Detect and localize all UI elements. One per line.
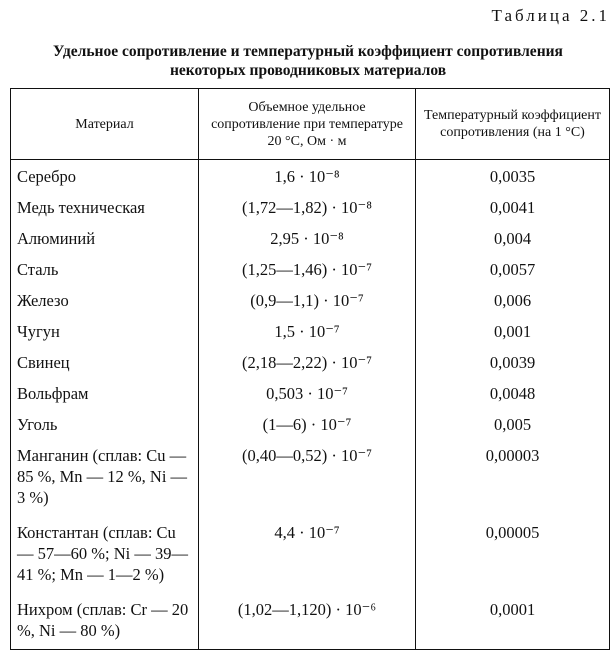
coefficient-cell: 0,0001 — [416, 593, 610, 650]
resistivity-cell: (1,02—1,120) · 10⁻⁶ — [199, 593, 416, 650]
material-cell: Алюминий — [11, 222, 199, 253]
material-cell: Вольфрам — [11, 377, 199, 408]
coefficient-cell: 0,001 — [416, 315, 610, 346]
material-cell: Серебро — [11, 160, 199, 192]
table-row — [11, 346, 610, 377]
material-cell: Железо — [11, 284, 199, 315]
material-cell: Манганин (сплав: Cu — 85 %, Mn — 12 %, Ni — 3 %) — [11, 439, 199, 516]
coefficient-cell: 0,0057 — [416, 253, 610, 284]
table-row — [11, 253, 610, 284]
coefficient-cell: 0,0039 — [416, 346, 610, 377]
material-cell: Уголь — [11, 408, 199, 439]
table-title-line-2: некоторых проводниковых материалов — [169, 62, 447, 79]
resistivity-cell: (1—6) · 10⁻⁷ — [199, 408, 416, 439]
resistivity-cell: 4,4 · 10⁻⁷ — [199, 516, 416, 593]
table-title — [0, 42, 616, 80]
resistivity-cell: 1,6 · 10⁻⁸ — [199, 160, 416, 192]
table-title-line-1: Удельное сопротивление и температурный коэффициент сопротивления — [53, 43, 563, 60]
table-number-label: Таблица 2.1 — [491, 6, 610, 25]
resistivity-cell: (1,72—1,82) · 10⁻⁸ — [199, 191, 416, 222]
resistivity-cell: 0,503 · 10⁻⁷ — [199, 377, 416, 408]
resistivity-cell: (0,40—0,52) · 10⁻⁷ — [199, 439, 416, 516]
table-row — [11, 222, 610, 253]
header-resistivity: Объемное удельное сопротивление при температуре 20 °С, Ом · м — [199, 89, 416, 160]
coefficient-cell: 0,0048 — [416, 377, 610, 408]
table-row — [11, 408, 610, 439]
resistivity-cell: 2,95 · 10⁻⁸ — [199, 222, 416, 253]
table-row — [11, 191, 610, 222]
coefficient-cell: 0,00003 — [416, 439, 610, 516]
header-row — [11, 89, 610, 160]
coefficient-cell: 0,006 — [416, 284, 610, 315]
coefficient-cell: 0,004 — [416, 222, 610, 253]
resistivity-cell: 1,5 · 10⁻⁷ — [199, 315, 416, 346]
coefficient-cell: 0,005 — [416, 408, 610, 439]
table-row — [11, 284, 610, 315]
resistivity-cell: (0,9—1,1) · 10⁻⁷ — [199, 284, 416, 315]
material-cell: Константан (сплав: Cu — 57—60 %; Ni — 39—41 %; Mn — 1—2 %) — [11, 516, 199, 593]
header-material: Материал — [11, 89, 199, 160]
table-row — [11, 377, 610, 408]
table-row — [11, 593, 610, 650]
materials-table — [10, 88, 610, 650]
coefficient-cell: 0,00005 — [416, 516, 610, 593]
coefficient-cell: 0,0035 — [416, 160, 610, 192]
resistivity-cell: (1,25—1,46) · 10⁻⁷ — [199, 253, 416, 284]
material-cell: Сталь — [11, 253, 199, 284]
material-cell: Чугун — [11, 315, 199, 346]
table-row — [11, 160, 610, 192]
material-cell: Свинец — [11, 346, 199, 377]
material-cell: Нихром (сплав: Cr — 20 %, Ni — 80 %) — [11, 593, 199, 650]
header-coefficient: Температурный коэффициент сопротивления (на 1 °С) — [416, 89, 610, 160]
table-row — [11, 315, 610, 346]
resistivity-cell: (2,18—2,22) · 10⁻⁷ — [199, 346, 416, 377]
table-row — [11, 439, 610, 516]
material-cell: Медь техническая — [11, 191, 199, 222]
table-row — [11, 516, 610, 593]
coefficient-cell: 0,0041 — [416, 191, 610, 222]
